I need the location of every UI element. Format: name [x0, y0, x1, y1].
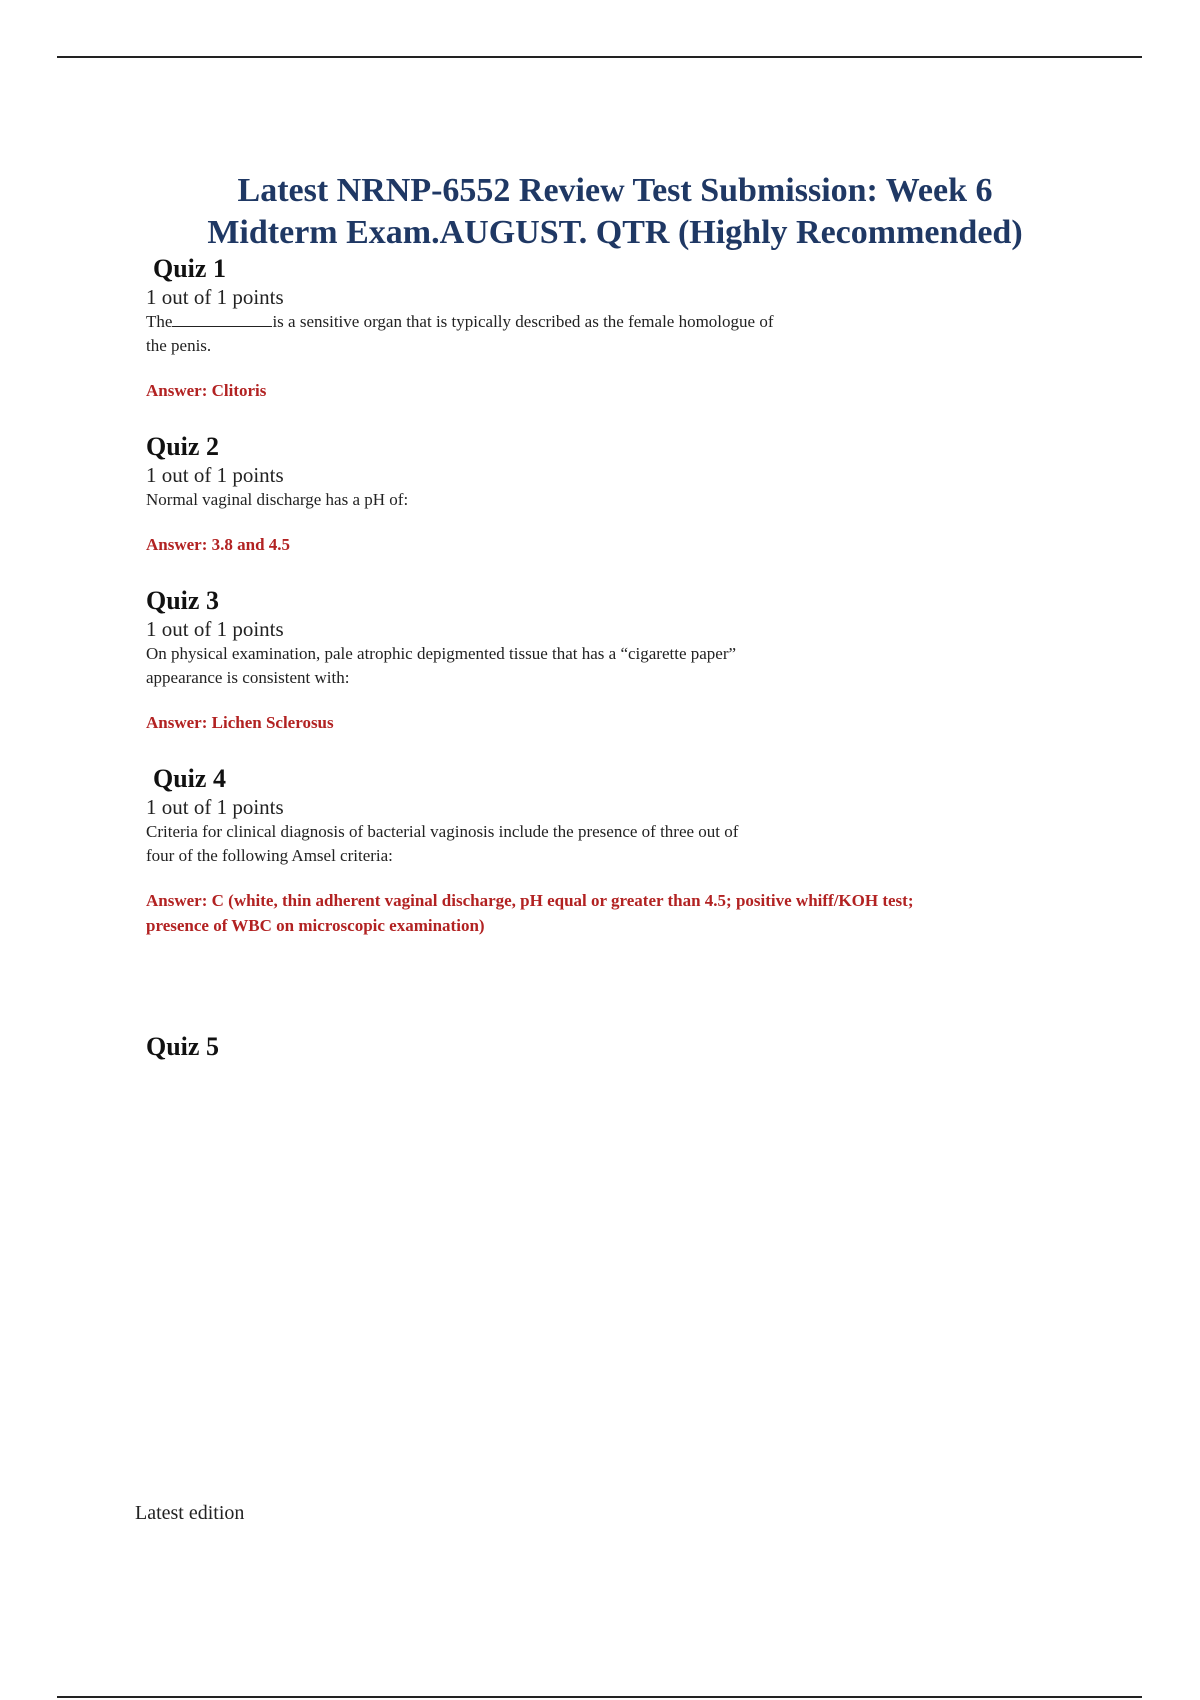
quiz-answer	[146, 888, 1066, 938]
quiz-question	[146, 820, 1066, 868]
question-text-after-blank: is a sensitive organ that is typically described as the female homologue of	[272, 312, 774, 331]
question-text-before-blank: The	[146, 312, 173, 331]
title-line-1: Latest NRNP-6552 Review Test Submission: Week 6	[237, 172, 993, 209]
quiz-points: 1 out of 1 points	[146, 463, 284, 487]
quiz-question: Normal vaginal discharge has a pH of:	[146, 490, 409, 509]
quiz-5-section	[146, 1032, 1066, 1062]
question-text-line-2: the penis.	[146, 336, 212, 355]
quiz-answer: Answer: Clitoris	[146, 381, 267, 400]
quiz-heading: Quiz 2	[146, 432, 219, 461]
quiz-points: 1 out of 1 points	[146, 795, 284, 819]
question-text-line-2: appearance is consistent with:	[146, 668, 350, 687]
top-rule	[57, 56, 1142, 58]
quiz-question	[146, 310, 1066, 358]
quiz-heading: Quiz 4	[153, 764, 226, 793]
title-line-2: Midterm Exam.AUGUST. QTR (Highly Recommended)	[207, 214, 1023, 251]
quiz-points: 1 out of 1 points	[146, 285, 284, 309]
document-title	[120, 170, 1110, 254]
bottom-rule	[57, 1696, 1142, 1698]
fill-in-blank	[172, 312, 272, 327]
question-text-line-1: On physical examination, pale atrophic depigmented tissue that has a “cigarette paper”	[146, 644, 737, 663]
question-text-line-2: four of the following Amsel criteria:	[146, 846, 393, 865]
quiz-2-section	[146, 432, 1066, 557]
quiz-points: 1 out of 1 points	[146, 617, 284, 641]
quiz-heading: Quiz 3	[146, 586, 219, 615]
quiz-answer: Answer: Lichen Sclerosus	[146, 713, 334, 732]
quiz-question	[146, 642, 1066, 690]
footer-note: Latest edition	[135, 1502, 245, 1524]
quiz-heading: Quiz 1	[153, 254, 226, 283]
quiz-1-section	[146, 254, 1066, 403]
answer-line-1: Answer: C (white, thin adherent vaginal discharge, pH equal or greater than 4.5; positive whiff/KOH test;	[146, 891, 914, 910]
quiz-answer: Answer: 3.8 and 4.5	[146, 535, 291, 554]
quiz-4-section	[146, 764, 1066, 938]
quiz-heading: Quiz 5	[146, 1032, 219, 1061]
answer-line-2: presence of WBC on microscopic examination)	[146, 916, 485, 935]
quiz-3-section	[146, 586, 1066, 735]
question-text-line-1: Criteria for clinical diagnosis of bacterial vaginosis include the presence of three out of	[146, 822, 739, 841]
